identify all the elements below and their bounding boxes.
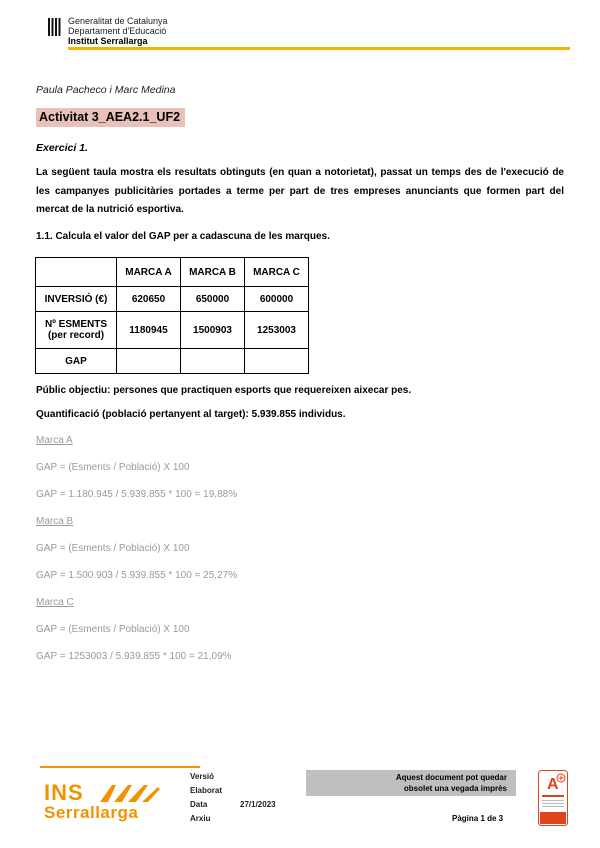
table-row — [36, 312, 309, 349]
table-cell — [245, 349, 309, 374]
quality-badge-icon — [538, 770, 568, 826]
marca-c-title: Marca C — [36, 597, 74, 608]
table-cell: 1180945 — [117, 312, 181, 349]
org-line-2: Departament d'Educació — [68, 26, 167, 36]
marca-a-title: Marca A — [36, 435, 73, 446]
row-label-line-2: (per record) — [47, 330, 105, 341]
table-header-row — [36, 258, 309, 287]
obsolete-line-2: obsolet una vegada imprès — [403, 784, 507, 793]
gap-table — [35, 257, 309, 374]
marca-b-result: GAP = 1.500.903 / 5.939.855 * 100 = 25,27% — [36, 570, 238, 581]
elaborat-label: Elaborat — [190, 786, 223, 795]
ins-logo-text-2: Serrallarga — [44, 803, 139, 822]
page-number: Pàgina 1 de 3 — [452, 814, 504, 823]
obsolete-notice — [312, 772, 507, 794]
exercise-title: Exercici 1. — [36, 142, 88, 154]
table-cell — [181, 349, 245, 374]
table-cell: 620650 — [117, 287, 181, 312]
row-label-line-1: Nº ESMENTS — [45, 319, 107, 330]
table-cell: 650000 — [181, 287, 245, 312]
table-cell: 600000 — [245, 287, 309, 312]
org-line-3: Institut Serrallarga — [68, 36, 148, 46]
row-label: GAP — [36, 349, 117, 374]
ins-logo-text-1: INS — [44, 780, 84, 805]
quantificacio: Quantificació (població pertanyent al target): 5.939.855 individus. — [36, 409, 346, 420]
data-label: Data — [190, 800, 208, 809]
header-org-text — [68, 16, 168, 46]
table-row — [36, 349, 309, 374]
table-cell — [117, 349, 181, 374]
marca-c-result: GAP = 1253003 / 5.939.855 * 100 = 21,09% — [36, 651, 232, 662]
marca-b-formula: GAP = (Esments / Població) X 100 — [36, 543, 190, 554]
table-row — [36, 287, 309, 312]
versio-label: Versió — [190, 772, 215, 781]
obsolete-line-1: Aquest document pot quedar — [395, 773, 507, 782]
row-label — [36, 312, 117, 349]
marca-a-result: GAP = 1.180.945 / 5.939.855 * 100 = 19,88% — [36, 489, 238, 500]
question-1-1: 1.1. Calcula el valor del GAP per a cadascuna de les marques. — [36, 231, 330, 242]
ins-logo-swoosh-icon — [98, 782, 162, 804]
table-cell: 1500903 — [181, 312, 245, 349]
row-label: INVERSIÓ (€) — [36, 287, 117, 312]
marca-c-formula: GAP = (Esments / Població) X 100 — [36, 624, 190, 635]
table-header-cell: MARCA C — [245, 258, 309, 287]
marca-a-formula: GAP = (Esments / Població) X 100 — [36, 462, 190, 473]
table-cell: 1253003 — [245, 312, 309, 349]
table-header-cell — [36, 258, 117, 287]
public-objectiu: Públic objectiu: persones que practiquen esports que requereixen aixecar pes. — [36, 385, 412, 396]
arxiu-label: Arxiu — [190, 814, 211, 823]
activity-title: Activitat 3_AEA2.1_UF2 — [36, 108, 185, 127]
footer-divider — [40, 766, 200, 768]
table-header-cell: MARCA B — [181, 258, 245, 287]
svg-text:A: A — [547, 776, 559, 793]
header-divider — [68, 47, 570, 50]
authors: Paula Pacheco i Marc Medina — [36, 84, 176, 96]
table-header-cell: MARCA A — [117, 258, 181, 287]
intro-paragraph: La següent taula mostra els resultats obtinguts (en quan a notorietat), passat un temps des de l'execució de les campanyes publicitàries portades a terme per part de tres empreses anunciants que formen part del mercat de la nutrició esportiva. — [36, 167, 564, 215]
data-value: 27/1/2023 — [240, 800, 276, 809]
generalitat-logo-icon — [47, 17, 62, 37]
marca-b-title: Marca B — [36, 516, 74, 527]
org-line-1: Generalitat de Catalunya — [68, 16, 168, 26]
